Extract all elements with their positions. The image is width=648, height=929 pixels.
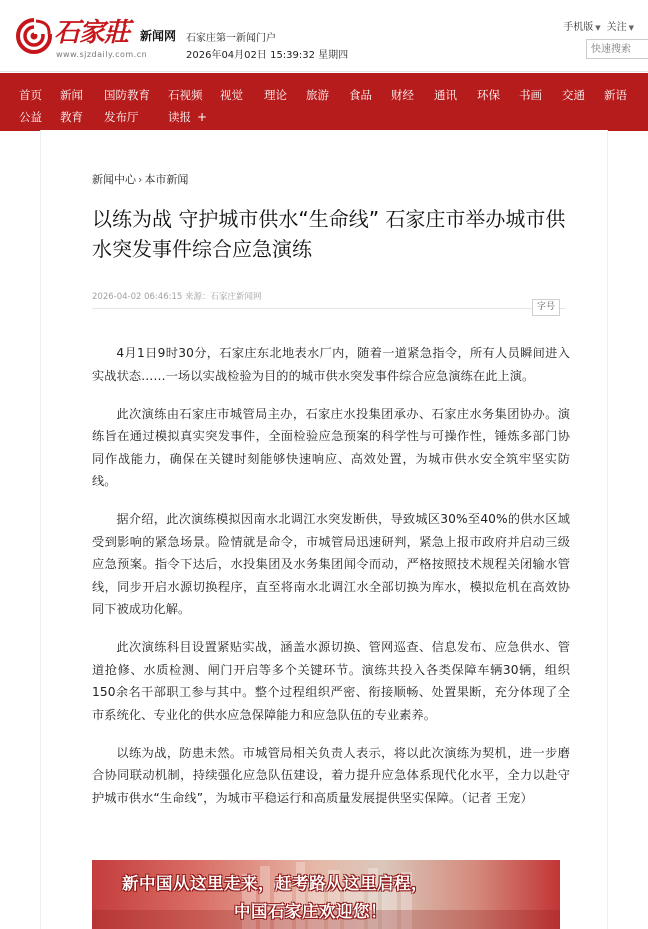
article-paragraph: 据介绍，此次演练模拟因南水北调江水突发断供，导致城区30%至40%的供水区域受到影响的紧急场景。险情就是命令，市城管局迅速研判，紧急上报市政府并启动三级应急预案。指令下达后，水投集团及水务集团闻令而动，严格按照技术规程关闭输水管线，同步开启水源切换程序，直至将南水北调江水全部切换为库水，模拟危机在高效协同下被成功化解。 bbox=[92, 512, 570, 616]
chevron-down-icon: ▼ bbox=[595, 24, 601, 32]
nav-item-finance[interactable]: 财经 bbox=[391, 88, 414, 102]
top-links bbox=[563, 18, 640, 33]
nav-item-newspeak[interactable]: 新语 bbox=[604, 88, 627, 102]
nav-row-2 bbox=[0, 106, 648, 128]
banner-text-line2: 中国石家庄欢迎您！ bbox=[234, 902, 387, 921]
nav-item-press-hall[interactable]: 发布厅 bbox=[104, 110, 139, 124]
nav-item-travel[interactable]: 旅游 bbox=[306, 88, 329, 102]
article-paragraph: 此次演练由石家庄市城管局主办，石家庄水投集团承办、石家庄水务集团协办。演练旨在通过模拟真实突发事件，全面检验应急预案的科学性与可操作性，锤炼多部门协同作战能力，确保在关键时刻能够快速响应、高效处置，为城市供水安全筑牢坚实防线。 bbox=[92, 406, 570, 488]
breadcrumb-separator: › bbox=[138, 173, 143, 186]
nav-item-video[interactable]: 石视频 bbox=[168, 88, 203, 102]
plus-icon[interactable]: + bbox=[197, 110, 208, 124]
nav-item-home[interactable]: 首页 bbox=[19, 88, 42, 102]
logo-brand-text: 石家莊 bbox=[54, 18, 130, 48]
logo-suffix-text: 新闻网 bbox=[140, 29, 177, 43]
site-logo[interactable] bbox=[16, 14, 184, 64]
nav-item-defense[interactable]: 国防教育 bbox=[104, 88, 150, 102]
chevron-down-icon: ▼ bbox=[628, 24, 634, 32]
logo-domain-text: www.sjzdaily.com.cn bbox=[56, 50, 148, 59]
breadcrumb-news-center[interactable]: 新闻中心 bbox=[92, 173, 136, 186]
mobile-version-link[interactable] bbox=[563, 22, 606, 33]
article-paragraph: 以练为战，防患未然。市城管局相关负责人表示，将以此次演练为契机，进一步磨合协同联动机制，持续强化应急队伍建设，着力提升应急体系现代化水平，全力以赴守护城市供水“生命线”，为城市平稳运行和高质量发展提供坚实保障。（记者 王宠） bbox=[92, 745, 570, 805]
nav-item-theory[interactable]: 理论 bbox=[264, 88, 287, 102]
nav-item-charity[interactable]: 公益 bbox=[19, 110, 42, 124]
current-datetime: 2026年04月02日 15:39:32 星期四 bbox=[186, 50, 349, 61]
article-date: 2026-04-02 06:46:15 bbox=[92, 292, 183, 302]
article-container bbox=[40, 130, 608, 929]
main-nav bbox=[0, 73, 648, 131]
article-paragraph: 此次演练科目设置紧贴实战，涵盖水源切换、管网巡查、信息发布、应急供水、管道抢修、水质检测、闸门开启等多个关键环节。演练共投入各类保障车辆30辆，组织150余名干部职工参与其中。整个过程组织严密、衔接顺畅、处置果断，充分体现了全市系统化、专业化的供水应急保障能力和应急队伍的专业素养。 bbox=[92, 640, 570, 722]
nav-item-education[interactable]: 教育 bbox=[60, 110, 83, 124]
nav-item-read-paper[interactable] bbox=[168, 106, 207, 128]
article-body bbox=[92, 342, 570, 825]
font-size-button[interactable]: 字号 bbox=[532, 299, 560, 316]
logo-swirl-icon bbox=[16, 18, 52, 54]
site-slogan: 石家庄第一新闻门户 bbox=[186, 33, 276, 44]
follow-label: 关注 bbox=[606, 22, 627, 33]
breadcrumb-local-news[interactable]: 本市新闻 bbox=[144, 173, 189, 186]
follow-link[interactable] bbox=[607, 22, 640, 33]
nav-item-visual[interactable]: 视觉 bbox=[220, 88, 243, 102]
nav-item-calligraphy[interactable]: 书画 bbox=[519, 88, 542, 102]
promo-banner[interactable] bbox=[92, 860, 560, 929]
mobile-version-label: 手机版 bbox=[563, 22, 594, 33]
nav-item-food[interactable]: 食品 bbox=[349, 88, 372, 102]
article-title: 以练为战 守护城市供水“生命线” 石家庄市举办城市供水突发事件综合应急演练 bbox=[92, 207, 566, 261]
breadcrumb bbox=[92, 171, 188, 187]
site-header bbox=[0, 0, 648, 72]
nav-item-traffic[interactable]: 交通 bbox=[562, 88, 585, 102]
nav-item-telecom[interactable]: 通讯 bbox=[434, 88, 457, 102]
article-paragraph: 4月1日9时30分，石家庄东北地表水厂内，随着一道紧急指令，所有人员瞬间进入实战状态……一场以实战检验为目的的城市供水突发事件综合应急演练在此上演。 bbox=[92, 346, 570, 383]
article-meta bbox=[92, 290, 262, 302]
nav-item-environment[interactable]: 环保 bbox=[477, 88, 500, 102]
search-input[interactable] bbox=[586, 39, 648, 59]
read-paper-label: 读报 bbox=[168, 110, 191, 124]
article-source: 来源：石家庄新闻网 bbox=[184, 292, 262, 302]
meta-divider bbox=[92, 308, 566, 309]
banner-text-line1: 新中国从这里走来，赶考路从这里启程， bbox=[122, 874, 428, 893]
nav-item-news[interactable]: 新闻 bbox=[60, 88, 83, 102]
nav-row-1 bbox=[0, 84, 648, 106]
